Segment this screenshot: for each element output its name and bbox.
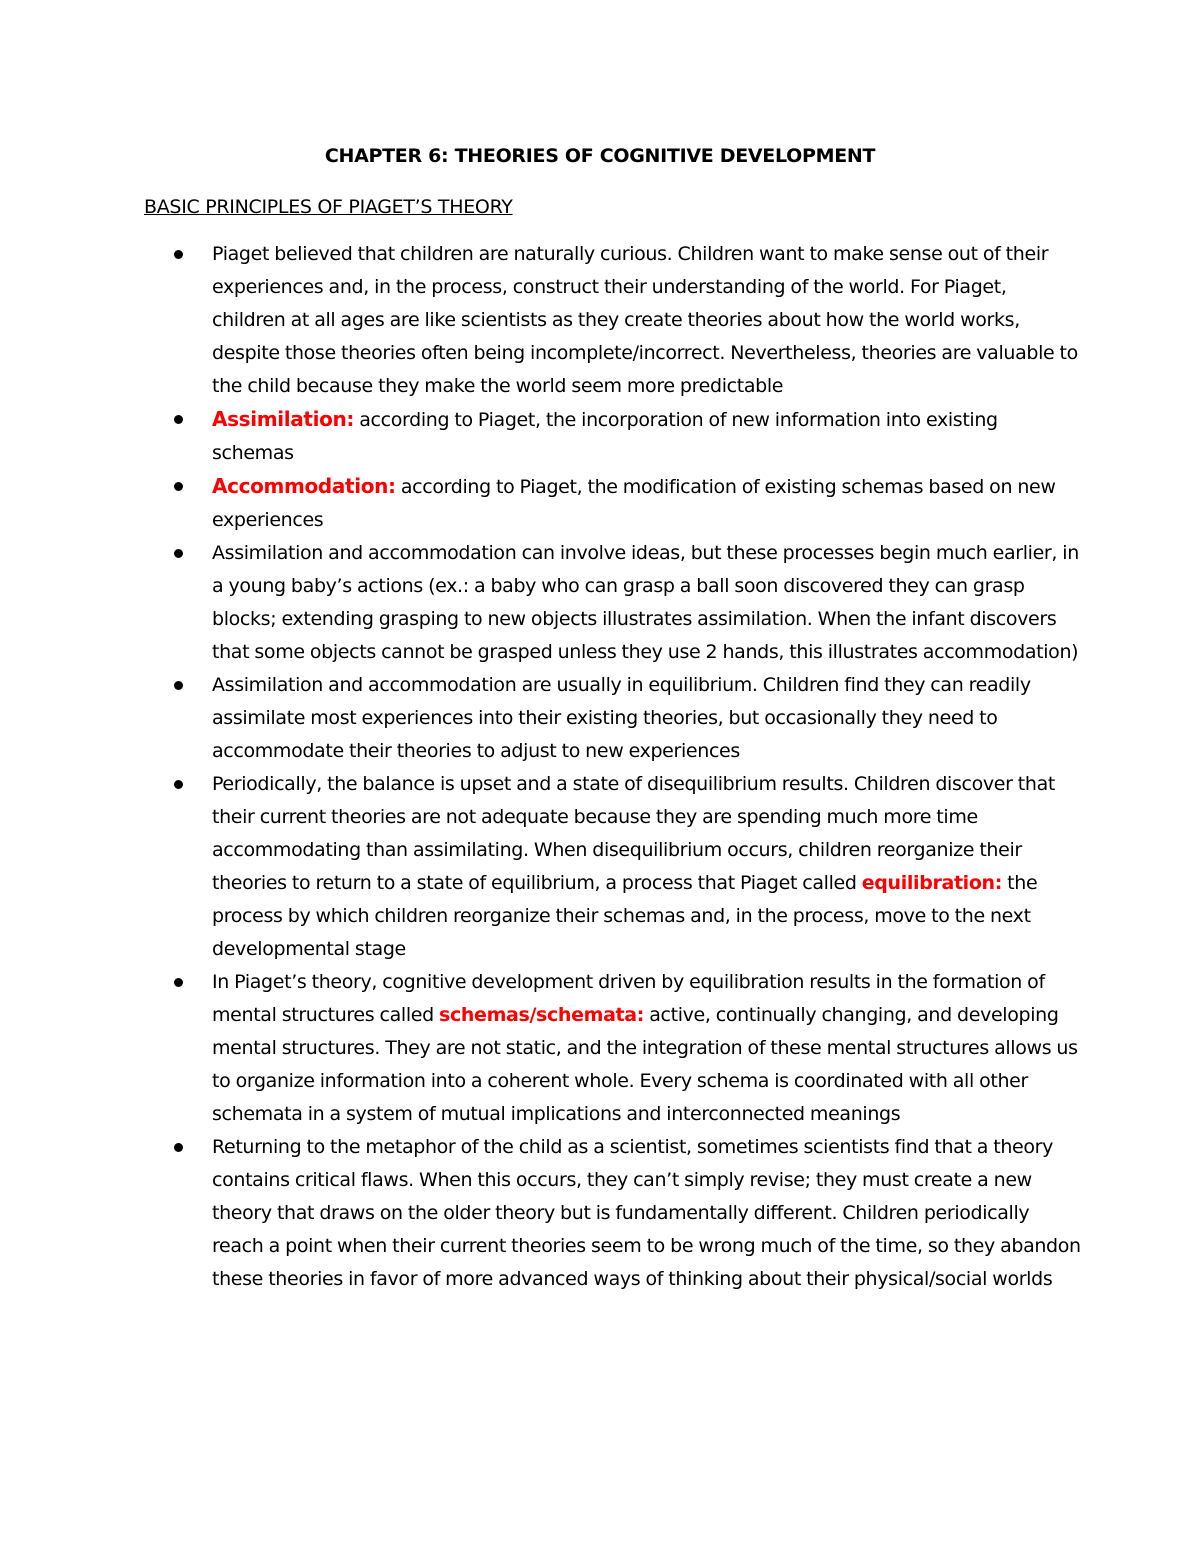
bullet-text: Assimilation and accommodation can involve ideas, but these processes begin much earlier, in a young baby’s actions (ex.: a baby who can grasp a ball soon discovered they can grasp blocks; extending grasping to new objects illustrates assimilation. When the infant discovers that some objects cannot be grasped unless they use 2 hands, this illustrates accommodation)	[212, 542, 1079, 663]
bullet-icon	[174, 482, 183, 491]
bullet-item-assimilation	[212, 403, 1082, 470]
page-title: CHAPTER 6: THEORIES OF COGNITIVE DEVELOPMENT	[324, 145, 876, 167]
bullet-text: Assimilation and accommodation are usually in equilibrium. Children find they can readily assimilate most experiences into their existing theories, but occasionally they need to accommodate their theories to adjust to new experiences	[212, 674, 1031, 762]
term-schemas: schemas/schemata:	[439, 1004, 645, 1026]
bullet-text: according to Piaget, the incorporation of new information into existing schemas	[212, 409, 998, 464]
bullet-text-pre: In Piaget’s theory, cognitive development driven by equilibration results in the formation of mental structures called	[212, 971, 1045, 1026]
bullet-item-schemas	[212, 966, 1082, 1131]
term-accommodation: Accommodation:	[212, 474, 396, 498]
bullet-item-accommodation	[212, 470, 1082, 537]
bullet-icon	[174, 1143, 183, 1152]
section-heading: BASIC PRINCIPLES OF PIAGET’S THEORY	[144, 196, 513, 218]
bullet-list	[212, 238, 1082, 1296]
bullet-item-child-scientist	[212, 1131, 1082, 1296]
term-assimilation: Assimilation:	[212, 407, 355, 431]
bullet-icon	[174, 415, 183, 424]
bullet-icon	[174, 681, 183, 690]
term-equilibration: equilibration:	[861, 872, 1002, 894]
bullet-item-piaget-curious	[212, 238, 1082, 403]
bullet-icon	[174, 250, 183, 259]
bullet-item-disequilibrium	[212, 768, 1082, 966]
bullet-text-post: active, continually changing, and developing mental structures. They are not static, and the integration of these mental structures allows us to organize information into a coherent whole. Every schema is coordinated with all other schemata in a system of mutual implications and interconnected meanings	[212, 1004, 1078, 1125]
bullet-icon	[174, 780, 183, 789]
bullet-text: Piaget believed that children are naturally curious. Children want to make sense out of their experiences and, in the process, construct their understanding of the world. For Piaget, children at all ages are like scientists as they create theories about how the world works, despite those theories often being incomplete/incorrect. Nevertheless, theories are valuable to the child because they make the world seem more predictable	[212, 243, 1078, 397]
bullet-text: according to Piaget, the modification of existing schemas based on new experiences	[212, 476, 1056, 531]
bullet-text-post: the process by which children reorganize their schemas and, in the process, move to the next developmental stage	[212, 872, 1038, 960]
bullet-item-baby-actions	[212, 537, 1082, 669]
bullet-text: Returning to the metaphor of the child as a scientist, sometimes scientists find that a theory contains critical flaws. When this occurs, they can’t simply revise; they must create a new theory that draws on the older theory but is fundamentally different. Children periodically reach a point when their current theories seem to be wrong much of the time, so they abandon these theories in favor of more advanced ways of thinking about their physical/social worlds	[212, 1136, 1081, 1290]
bullet-item-equilibrium	[212, 669, 1082, 768]
bullet-text-pre: Periodically, the balance is upset and a state of disequilibrium results. Children discover that their current theories are not adequate because they are spending much more time accommodating than assimilating. When disequilibrium occurs, children reorganize their theories to return to a state of equilibrium, a process that Piaget called	[212, 773, 1055, 894]
bullet-icon	[174, 549, 183, 558]
bullet-icon	[174, 978, 183, 987]
